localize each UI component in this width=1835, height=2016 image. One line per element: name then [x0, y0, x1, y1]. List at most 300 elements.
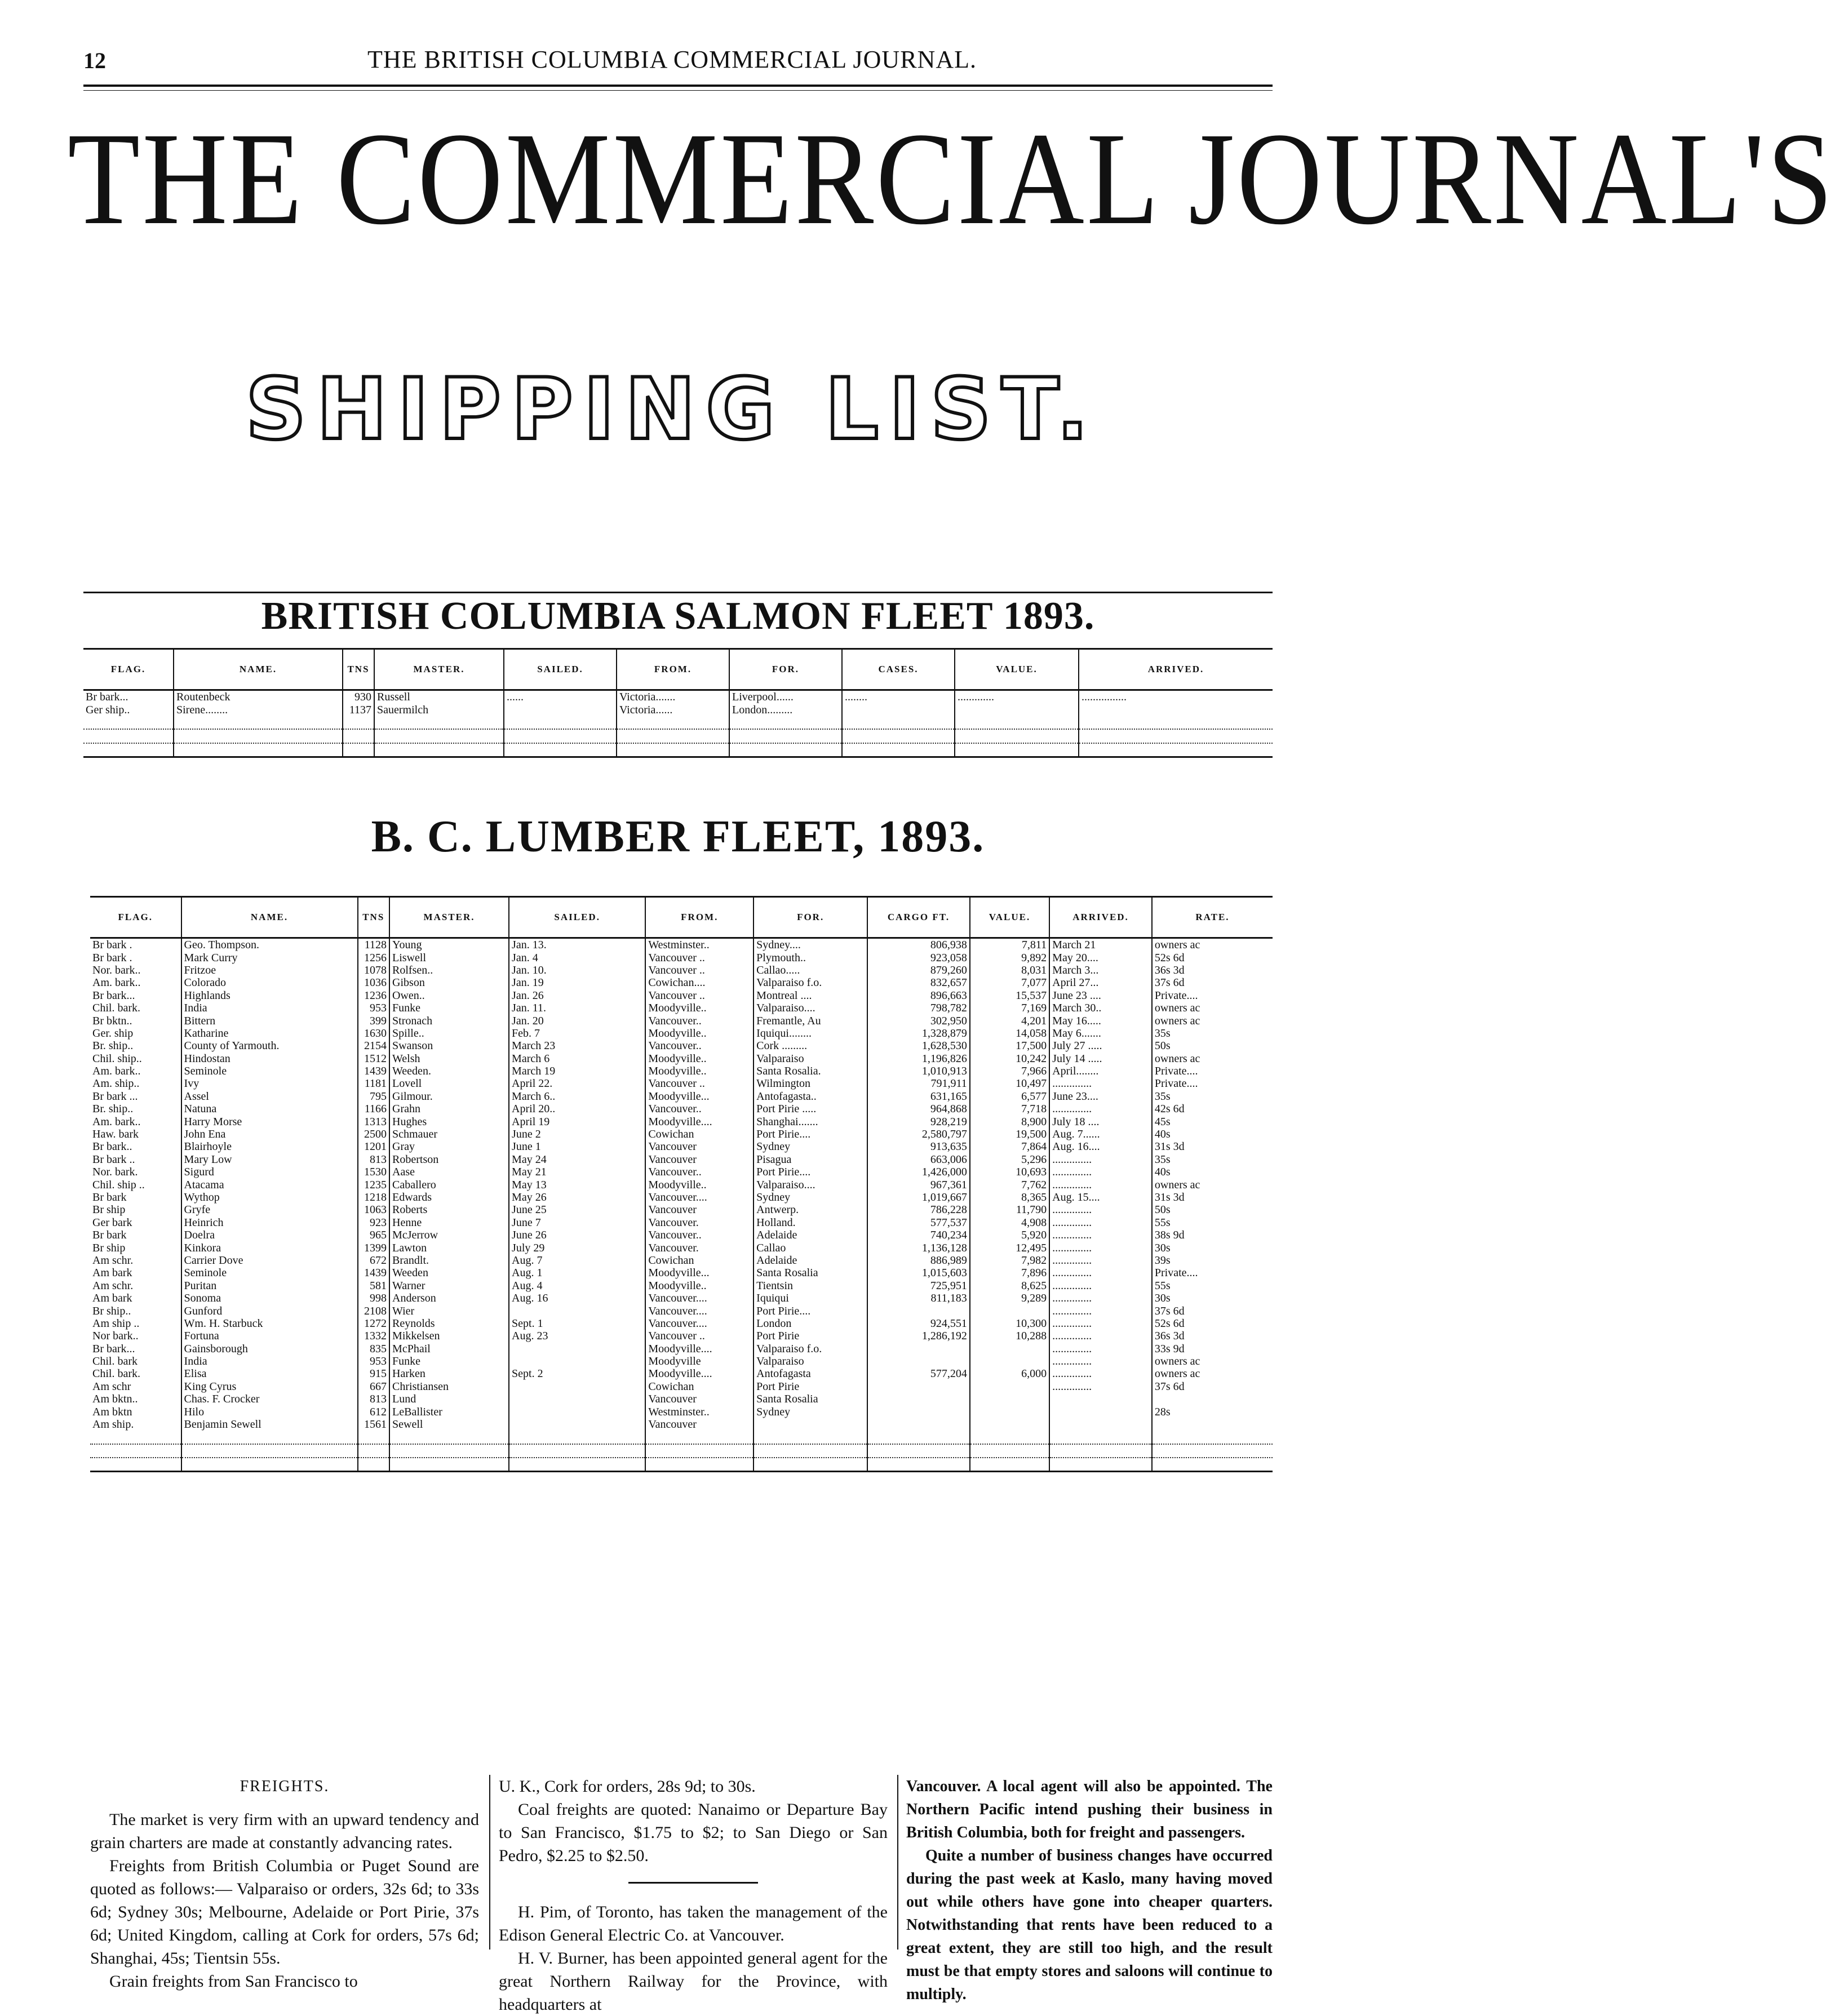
col-header: MASTER. — [389, 897, 509, 938]
table-cell: Cowichan — [645, 1254, 753, 1267]
table-cell: 8,365 — [970, 1191, 1049, 1204]
table-cell: 1530 — [358, 1166, 390, 1178]
article-paragraph: The market is very firm with an upward tendency and grain charters are made at constantly advancing rates. — [90, 1810, 479, 1852]
empty-cell — [90, 1444, 181, 1458]
empty-cell — [867, 1431, 970, 1444]
table-cell: .............. — [1049, 1380, 1152, 1393]
article-column-3 — [906, 1775, 1273, 2006]
table-row — [90, 1304, 1273, 1317]
table-cell: 6,577 — [970, 1090, 1049, 1103]
table-cell: 886,989 — [867, 1254, 970, 1267]
table-cell: Am. bark.. — [90, 1065, 181, 1077]
table-cell: Vancouver.... — [645, 1292, 753, 1304]
table-cell: 55s — [1154, 1216, 1171, 1229]
table-cell: 10,242 — [970, 1053, 1049, 1065]
table-cell: Westminster.. — [645, 1405, 753, 1418]
table-cell: 835 — [358, 1343, 390, 1355]
table-cell: Chil. bark — [90, 1355, 181, 1367]
table-cell: 2,580,797 — [867, 1128, 970, 1140]
table-cell: Carrier Dove — [181, 1254, 358, 1267]
empty-cell — [343, 729, 374, 743]
empty-cell — [504, 716, 617, 729]
table-row — [90, 1077, 1273, 1090]
table-cell: Bittern — [181, 1014, 358, 1027]
table-cell: Nor bark.. — [90, 1330, 181, 1342]
table-cell: Sept. 1 — [509, 1317, 645, 1330]
table-row — [90, 1178, 1273, 1191]
empty-cell — [753, 1458, 867, 1472]
table-row — [90, 1014, 1273, 1027]
table-cell — [504, 703, 617, 716]
table-cell: County of Yarmouth. — [181, 1040, 358, 1052]
table-cell: Funke — [389, 1002, 509, 1014]
column-divider — [489, 1775, 490, 1950]
table-cell: Am schr. — [90, 1254, 181, 1267]
table-row — [90, 1367, 1273, 1380]
table-cell: 36s 3d — [1154, 1330, 1185, 1343]
table-cell: 667 — [358, 1380, 390, 1393]
empty-cell — [1049, 1444, 1152, 1458]
table-cell: Sirene........ — [174, 703, 343, 716]
table-cell: Moodyville... — [645, 1267, 753, 1279]
table-cell: March 6.. — [509, 1090, 645, 1103]
table-cell: 631,165 — [867, 1090, 970, 1103]
empty-cell — [358, 1444, 390, 1458]
table-cell: 791,911 — [867, 1077, 970, 1090]
col-header: VALUE. — [970, 897, 1049, 938]
table-cell: 45s — [1154, 1115, 1171, 1128]
table-cell: 30s — [1154, 1292, 1171, 1305]
table-cell: Valparaiso f.o. — [753, 976, 867, 989]
table-cell: 6,000 — [970, 1367, 1049, 1380]
empty-row — [90, 1444, 1273, 1458]
table-cell: 5,920 — [970, 1229, 1049, 1241]
table-cell: Am. bark.. — [90, 1115, 181, 1127]
table-cell: .............. — [1049, 1216, 1152, 1229]
table-cell: 1,136,128 — [867, 1241, 970, 1254]
table-cell: 1,196,826 — [867, 1053, 970, 1065]
table-cell: 7,966 — [970, 1065, 1049, 1077]
table-cell: .............. — [1049, 1103, 1152, 1115]
table-cell: .............. — [1049, 1280, 1152, 1292]
table-cell: 7,762 — [970, 1178, 1049, 1191]
table-cell: 35s — [1154, 1027, 1171, 1040]
table-cell: Routenbeck — [174, 690, 343, 704]
table-cell: Santa Rosalia — [753, 1393, 867, 1405]
table-cell: May 13 — [509, 1178, 645, 1191]
table-cell: 1,019,667 — [867, 1191, 970, 1204]
article-paragraph: Freights from British Columbia or Puget Sound are quoted as follows:— Valparaiso or orders, 32s 6d; to 33s 6d; Sydney 30s; Melbourne, Adelaide or Port Pirie, 37s 6d; United Kingdom, calling at Cork for orders, 57s 6d; Shanghai, 45s; Tientsin 55s. — [90, 1857, 479, 1968]
table-cell: 1332 — [358, 1330, 390, 1342]
empty-cell — [617, 729, 729, 743]
table-cell: Santa Rosalia. — [753, 1065, 867, 1077]
empty-cell — [729, 729, 842, 743]
table-row — [90, 1280, 1273, 1292]
table-cell: March 30.. — [1049, 1002, 1152, 1014]
table-cell — [867, 1393, 970, 1405]
col-header: CARGO FT. — [867, 897, 970, 938]
empty-cell — [729, 743, 842, 757]
table-cell: 1181 — [358, 1077, 390, 1090]
empty-cell — [374, 716, 504, 729]
lumber-header-row — [90, 897, 1273, 938]
table-cell: Am ship. — [90, 1418, 181, 1431]
table-cell: June 7 — [509, 1216, 645, 1229]
table-cell: Vancouver.... — [645, 1191, 753, 1204]
table-row — [83, 690, 1273, 704]
table-cell: 1078 — [358, 964, 390, 976]
table-cell: .............. — [1049, 1367, 1152, 1380]
table-cell: Kinkora — [181, 1241, 358, 1254]
table-cell: June 23 .... — [1049, 989, 1152, 1002]
table-cell: Jan. 10. — [509, 964, 645, 976]
table-cell: Vancouver.. — [645, 1014, 753, 1027]
table-cell: Lovell — [389, 1077, 509, 1090]
table-cell: 1236 — [358, 989, 390, 1002]
table-cell: India — [181, 1355, 358, 1367]
table-cell: Sonoma — [181, 1292, 358, 1304]
table-cell: 964,868 — [867, 1103, 970, 1115]
table-cell: Moodyville... — [645, 1090, 753, 1103]
table-cell: 813 — [358, 1393, 390, 1405]
empty-cell — [955, 716, 1079, 729]
table-cell: .............. — [1049, 1355, 1152, 1367]
table-cell: .............. — [1049, 1292, 1152, 1304]
table-cell: owners ac — [1154, 939, 1200, 952]
table-row — [83, 703, 1273, 716]
empty-cell — [90, 1431, 181, 1444]
table-cell: Vancouver — [645, 1140, 753, 1153]
table-cell: Antofagasta.. — [753, 1090, 867, 1103]
table-cell: Vancouver .. — [645, 964, 753, 976]
empty-cell — [83, 716, 174, 729]
table-cell: Reynolds — [389, 1317, 509, 1330]
table-cell: Sewell — [389, 1418, 509, 1431]
table-cell: 795 — [358, 1090, 390, 1103]
table-cell: July 27 ..... — [1049, 1040, 1152, 1052]
table-cell: .............. — [1049, 1343, 1152, 1355]
table-row — [90, 1027, 1273, 1040]
empty-cell — [1152, 1431, 1273, 1444]
empty-cell — [645, 1444, 753, 1458]
table-cell: July 18 .... — [1049, 1115, 1152, 1127]
table-cell: Br bark — [90, 1229, 181, 1241]
table-cell: Br ship.. — [90, 1304, 181, 1317]
table-cell: 612 — [358, 1405, 390, 1418]
table-cell: 7,077 — [970, 976, 1049, 989]
table-cell — [1079, 703, 1273, 716]
table-cell: Private.... — [1154, 989, 1198, 1002]
table-cell: 7,896 — [970, 1267, 1049, 1279]
empty-cell — [970, 1444, 1049, 1458]
table-cell: Valparaiso — [753, 1355, 867, 1367]
table-cell: Nor. bark.. — [90, 964, 181, 976]
table-cell: June 2 — [509, 1128, 645, 1140]
table-cell: Gainsborough — [181, 1343, 358, 1355]
table-cell: 967,361 — [867, 1178, 970, 1191]
table-cell: Port Pirie — [753, 1330, 867, 1342]
table-cell — [509, 1405, 645, 1418]
table-row — [90, 1191, 1273, 1204]
col-header: FLAG. — [90, 897, 181, 938]
table-cell: March 3... — [1049, 964, 1152, 976]
table-cell: Welsh — [389, 1053, 509, 1065]
table-cell: McPhail — [389, 1343, 509, 1355]
col-header: SAILED. — [509, 897, 645, 938]
lumber-fleet-title: B. C. LUMBER FLEET, 1893. — [371, 812, 985, 862]
table-cell: Gray — [389, 1140, 509, 1153]
table-cell: 2154 — [358, 1040, 390, 1052]
table-row — [90, 1330, 1273, 1342]
table-cell: 798,782 — [867, 1002, 970, 1014]
table-cell — [970, 1355, 1049, 1367]
header-rule — [83, 85, 1273, 87]
table-cell: 581 — [358, 1280, 390, 1292]
table-cell: .............. — [1049, 1254, 1152, 1267]
table-cell: Aug. 7 — [509, 1254, 645, 1267]
table-cell: Am bark — [90, 1267, 181, 1279]
empty-cell — [181, 1458, 358, 1472]
empty-cell — [753, 1444, 867, 1458]
article-paragraph: Vancouver. A local agent will also be appointed. The Northern Pacific intend pushing their business in British Columbia, both for freight and passengers. — [906, 1778, 1273, 1841]
table-cell: June 1 — [509, 1140, 645, 1153]
table-cell: 1036 — [358, 976, 390, 989]
table-cell: owners ac — [1154, 1367, 1200, 1380]
table-cell: 8,625 — [970, 1280, 1049, 1292]
table-cell: Private.... — [1154, 1077, 1198, 1090]
table-cell: 663,006 — [867, 1153, 970, 1166]
table-cell: 50s — [1154, 1040, 1171, 1053]
page-number: 12 — [83, 48, 106, 73]
table-cell: owners ac — [1154, 1014, 1200, 1027]
table-cell: Haw. bark — [90, 1128, 181, 1140]
table-cell: Santa Rosalia — [753, 1267, 867, 1279]
table-cell: Port Pirie.... — [753, 1166, 867, 1178]
table-cell: Aase — [389, 1166, 509, 1178]
table-cell: 1630 — [358, 1027, 390, 1040]
table-cell: Chas. F. Crocker — [181, 1393, 358, 1405]
table-cell: .............. — [1049, 1317, 1152, 1330]
empty-row — [83, 743, 1273, 757]
article-paragraph: Coal freights are quoted: Nanaimo or Departure Bay to San Francisco, $1.75 to $2; to San Diego or San Pedro, $2.25 to $2.50. — [499, 1800, 888, 1865]
empty-cell — [389, 1458, 509, 1472]
table-cell: Br bark . — [90, 938, 181, 952]
table-cell: .............. — [1049, 1166, 1152, 1178]
table-cell: Am schr. — [90, 1280, 181, 1292]
table-cell: Puritan — [181, 1280, 358, 1292]
empty-cell — [842, 716, 955, 729]
table-row — [90, 938, 1273, 952]
table-cell: March 6 — [509, 1053, 645, 1065]
table-cell: 786,228 — [867, 1204, 970, 1216]
salmon-fleet-table — [83, 648, 1273, 758]
table-cell: Katharine — [181, 1027, 358, 1040]
table-cell: Br bark... — [83, 690, 174, 704]
table-cell: .............. — [1049, 1153, 1152, 1166]
table-cell: 813 — [358, 1153, 390, 1166]
table-cell: Am bktn.. — [90, 1393, 181, 1405]
article-paragraph: H. V. Burner, has been appointed general agent for the great Northern Railway for the Province, with headquarters at — [499, 1949, 888, 2014]
table-cell: Gunford — [181, 1304, 358, 1317]
table-cell: Lawton — [389, 1241, 509, 1254]
table-cell: 953 — [358, 1355, 390, 1367]
table-cell: Liverpool...... — [729, 690, 842, 704]
table-cell: May 6....... — [1049, 1027, 1152, 1040]
table-cell: Plymouth.. — [753, 951, 867, 963]
table-cell: 924,551 — [867, 1317, 970, 1330]
table-cell: Benjamin Sewell — [181, 1418, 358, 1431]
col-header: FROM. — [617, 649, 729, 690]
table-cell: Moodyville.... — [645, 1343, 753, 1355]
table-cell: Heinrich — [181, 1216, 358, 1229]
table-cell: Vancouver.. — [645, 1166, 753, 1178]
table-cell: Private.... — [1154, 1065, 1198, 1078]
table-cell: 9,289 — [970, 1292, 1049, 1304]
table-cell: Cork ......... — [753, 1040, 867, 1052]
table-cell: Br bark .. — [90, 1153, 181, 1166]
table-cell: Spille.. — [389, 1027, 509, 1040]
table-cell: June 25 — [509, 1204, 645, 1216]
table-row — [90, 1053, 1273, 1065]
table-cell: 50s — [1154, 1204, 1171, 1216]
empty-cell — [343, 743, 374, 757]
table-cell: Caballero — [389, 1178, 509, 1191]
table-cell: 35s — [1154, 1153, 1171, 1166]
table-cell: Harry Morse — [181, 1115, 358, 1127]
table-cell: 1272 — [358, 1317, 390, 1330]
table-cell: Aug. 16.... — [1049, 1140, 1152, 1153]
table-cell: King Cyrus — [181, 1380, 358, 1393]
table-cell: India — [181, 1002, 358, 1014]
table-cell: Holland. — [753, 1216, 867, 1229]
table-cell: 1256 — [358, 951, 390, 963]
empty-cell — [970, 1458, 1049, 1472]
table-cell: Vancouver. — [645, 1216, 753, 1229]
table-cell: May 20.... — [1049, 951, 1152, 963]
table-cell: July 14 ..... — [1049, 1053, 1152, 1065]
table-cell: 36s 3d — [1154, 963, 1185, 976]
table-row — [90, 1343, 1273, 1355]
table-cell: March 19 — [509, 1065, 645, 1077]
table-cell: 896,663 — [867, 989, 970, 1002]
table-cell: Hilo — [181, 1405, 358, 1418]
col-header: CASES. — [842, 649, 955, 690]
empty-cell — [181, 1444, 358, 1458]
table-cell: Vancouver.. — [645, 1229, 753, 1241]
table-cell: 923,058 — [867, 951, 970, 963]
table-row — [90, 1418, 1273, 1431]
table-cell: ................ — [1082, 691, 1127, 704]
table-cell: 1,286,192 — [867, 1330, 970, 1342]
empty-cell — [83, 729, 174, 743]
table-cell: John Ena — [181, 1128, 358, 1140]
salmon-fleet-title: BRITISH COLUMBIA SALMON FLEET 1893. — [261, 594, 1095, 638]
table-cell: Vancouver .. — [645, 989, 753, 1002]
table-cell: .............. — [1049, 1178, 1152, 1191]
empty-cell — [753, 1431, 867, 1444]
table-cell: Ivy — [181, 1077, 358, 1090]
table-cell: 577,537 — [867, 1216, 970, 1229]
section-separator — [628, 1882, 758, 1884]
table-cell: Moodyville — [645, 1355, 753, 1367]
table-cell: 399 — [358, 1014, 390, 1027]
table-cell: Geo. Thompson. — [181, 938, 358, 952]
table-cell: Port Pirie.... — [753, 1128, 867, 1140]
table-cell: McJerrow — [389, 1229, 509, 1241]
table-cell — [842, 703, 955, 716]
table-cell: Vancouver — [645, 1153, 753, 1166]
table-cell: March 23 — [509, 1040, 645, 1052]
table-row — [90, 1140, 1273, 1153]
table-cell: 7,169 — [970, 1002, 1049, 1014]
table-cell: Rolfsen.. — [389, 964, 509, 976]
table-row — [90, 1065, 1273, 1077]
table-cell: Christiansen — [389, 1380, 509, 1393]
table-cell: .............. — [1049, 1229, 1152, 1241]
table-cell: Ger ship.. — [83, 703, 174, 716]
table-cell — [970, 1343, 1049, 1355]
table-cell: Gryfe — [181, 1204, 358, 1216]
table-cell: July 29 — [509, 1241, 645, 1254]
empty-cell — [389, 1444, 509, 1458]
table-cell — [970, 1304, 1049, 1317]
table-cell: May 21 — [509, 1166, 645, 1178]
table-row — [90, 1292, 1273, 1304]
empty-cell — [955, 743, 1079, 757]
table-cell: Moodyville.. — [645, 1053, 753, 1065]
table-row — [90, 1355, 1273, 1367]
table-cell: Natuna — [181, 1103, 358, 1115]
table-cell: Lund — [389, 1393, 509, 1405]
table-row — [90, 1241, 1273, 1254]
article-column-1 — [90, 1775, 479, 1993]
table-cell: Sauermilch — [374, 703, 504, 716]
table-cell: Westminster.. — [645, 938, 753, 952]
table-cell: Grahn — [389, 1103, 509, 1115]
table-cell: Pisagua — [753, 1153, 867, 1166]
table-cell: owners ac — [1154, 1052, 1200, 1065]
empty-cell — [374, 729, 504, 743]
col-header: ARRIVED. — [1049, 897, 1152, 938]
table-cell: Br. ship.. — [90, 1103, 181, 1115]
table-cell: Gibson — [389, 976, 509, 989]
table-cell: 38s 9d — [1154, 1229, 1185, 1242]
table-row — [90, 1115, 1273, 1127]
table-cell — [867, 1355, 970, 1367]
table-cell: Callao..... — [753, 964, 867, 976]
table-cell: Fortuna — [181, 1330, 358, 1342]
table-cell — [970, 1405, 1049, 1418]
col-header: VALUE. — [955, 649, 1079, 690]
table-cell: Hughes — [389, 1115, 509, 1127]
table-cell: Sept. 2 — [509, 1367, 645, 1380]
col-header: NAME. — [181, 897, 358, 938]
table-cell: 725,951 — [867, 1280, 970, 1292]
table-cell: 8,031 — [970, 964, 1049, 976]
table-cell: 7,982 — [970, 1254, 1049, 1267]
table-cell: Wilmington — [753, 1077, 867, 1090]
table-cell: 7,718 — [970, 1103, 1049, 1115]
table-cell: Jan. 20 — [509, 1014, 645, 1027]
table-cell: 1,015,603 — [867, 1267, 970, 1279]
table-cell: June 26 — [509, 1229, 645, 1241]
empty-cell — [867, 1444, 970, 1458]
table-cell: Valparaiso.... — [753, 1178, 867, 1191]
table-cell: 15,537 — [970, 989, 1049, 1002]
table-row — [90, 1317, 1273, 1330]
table-cell: LeBallister — [389, 1405, 509, 1418]
table-cell: Jan. 26 — [509, 989, 645, 1002]
